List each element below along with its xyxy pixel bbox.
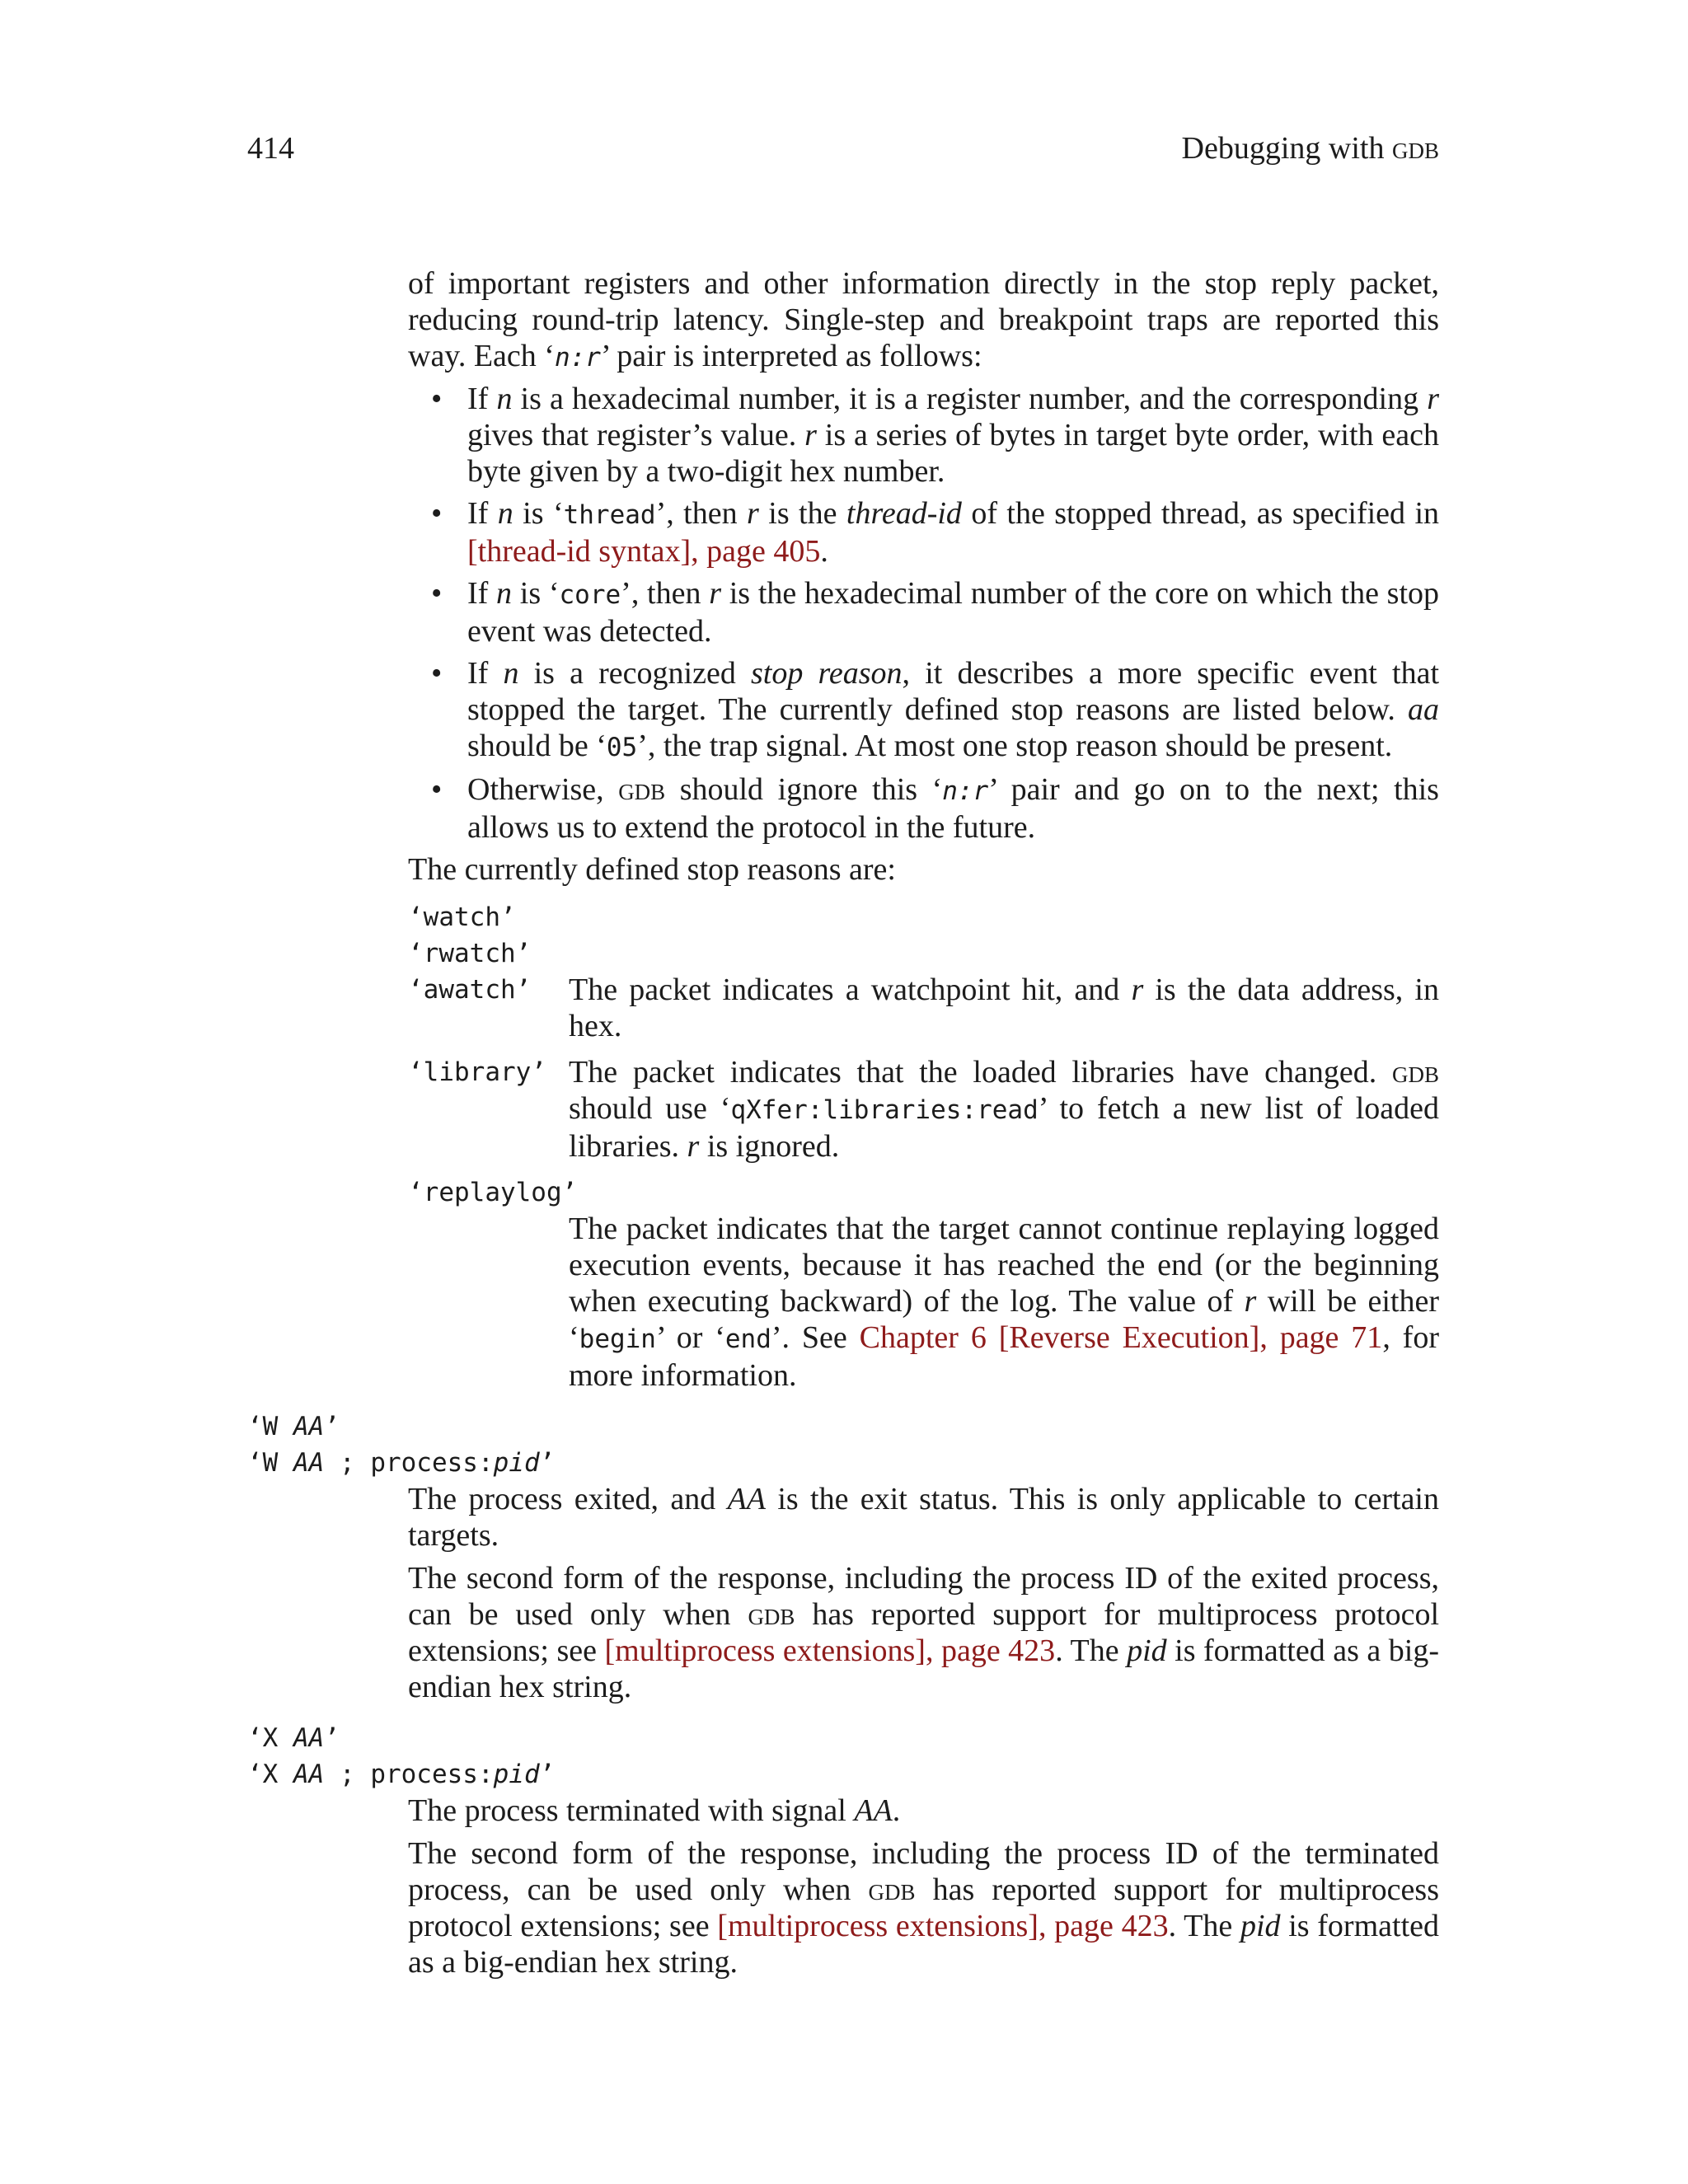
term-rwatch: ‘rwatch’	[408, 939, 532, 968]
multiprocess-extensions-link[interactable]: [multiprocess extensions], page 423	[717, 1909, 1169, 1943]
running-header	[247, 130, 1439, 171]
term-w: ‘W AA’	[247, 1412, 340, 1441]
stop-reply-intro	[408, 265, 1439, 1394]
term-w-process: ‘W AA ; process:pid’	[247, 1448, 556, 1478]
x-entry	[247, 1720, 1439, 1980]
term-x-process: ‘X AA ; process:pid’	[247, 1760, 556, 1789]
def-x: The process terminated with signal AA. The second form of the response, including the process ID of the terminated process, can be used only when gdb has reported support for multiprocess protocol extensions; see [multiprocess extensions], page 423. The pid is formatted as a big-endian hex string.	[408, 1793, 1439, 1980]
list-item: • If n is ‘thread’, then r is the thread-id of the stopped thread, as specified in [thread-id syntax], page 405.	[431, 496, 1440, 569]
multiprocess-extensions-link[interactable]: [multiprocess extensions], page 423	[604, 1633, 1056, 1668]
page-body	[247, 265, 1439, 1980]
term-library: ‘library’	[408, 1057, 546, 1087]
term-x: ‘X AA’	[247, 1723, 340, 1753]
term-awatch: ‘awatch’	[408, 975, 532, 1005]
page-number: 414	[247, 131, 294, 166]
term-watch: ‘watch’	[408, 902, 516, 932]
list-item: • If n is a hexadecimal number, it is a register number, and the corresponding r gives that register’s value. r is a series of bytes in target byte order, with each byte given by a two-digit hex number.	[431, 382, 1440, 489]
list-item: • If n is a recognized stop reason, it describes a more specific event that stopped the target. The currently defined stop reasons are listed below. aa should be ‘05’, the trap signal. At most one stop reason should be present.	[431, 656, 1439, 763]
pair-rules-list	[408, 381, 1439, 846]
reverse-execution-link[interactable]: Chapter 6 [Reverse Execution], page 71	[859, 1320, 1383, 1355]
term-replaylog: ‘replaylog’	[408, 1178, 578, 1207]
def-replaylog: The packet indicates that the target cannot continue replaying logged execution events, because it has reached the end (or the beginning when executing backward) of the log. The value of r will be either ‘begin’ or ‘end’. See Chapter 6 [Reverse Execution], page 71, for more information.	[569, 1212, 1439, 1393]
running-title: Debugging with gdb	[1181, 131, 1439, 166]
thread-id-syntax-link[interactable]: [thread-id syntax], page 405	[467, 534, 821, 569]
intro-paragraph: of important registers and other information directly in the stop reply packet, reducing round-trip latency. Single-step and breakpoint traps are reported this way. Each ‘n:r’ pair is interpreted as follows:	[408, 266, 1439, 373]
stop-reasons-table	[408, 899, 1439, 1394]
list-item: • If n is ‘core’, then r is the hexadecimal number of the core on which the stop event was detected.	[431, 576, 1440, 649]
def-w: The process exited, and AA is the exit status. This is only applicable to certain targets. The second form of the response, including the process ID of the exited process, can be used only when gdb has reported support for multiprocess protocol extensions; see [multiprocess extensions], page 423. The pid is formatted as a big-endian hex string.	[408, 1482, 1440, 1704]
list-item: • Otherwise, gdb should ignore this ‘n:r’ pair and go on to the next; this allows us to extend the protocol in the future.	[431, 772, 1439, 845]
w-entry	[247, 1408, 1439, 1705]
def-library: The packet indicates that the loaded libraries have changed. gdb should use ‘qXfer:libraries:read’ to fetch a new list of loaded libraries. r is ignored.	[569, 1055, 1439, 1164]
reasons-intro: The currently defined stop reasons are:	[408, 852, 896, 887]
def-awatch: The packet indicates a watchpoint hit, and r is the data address, in hex.	[569, 972, 1439, 1043]
